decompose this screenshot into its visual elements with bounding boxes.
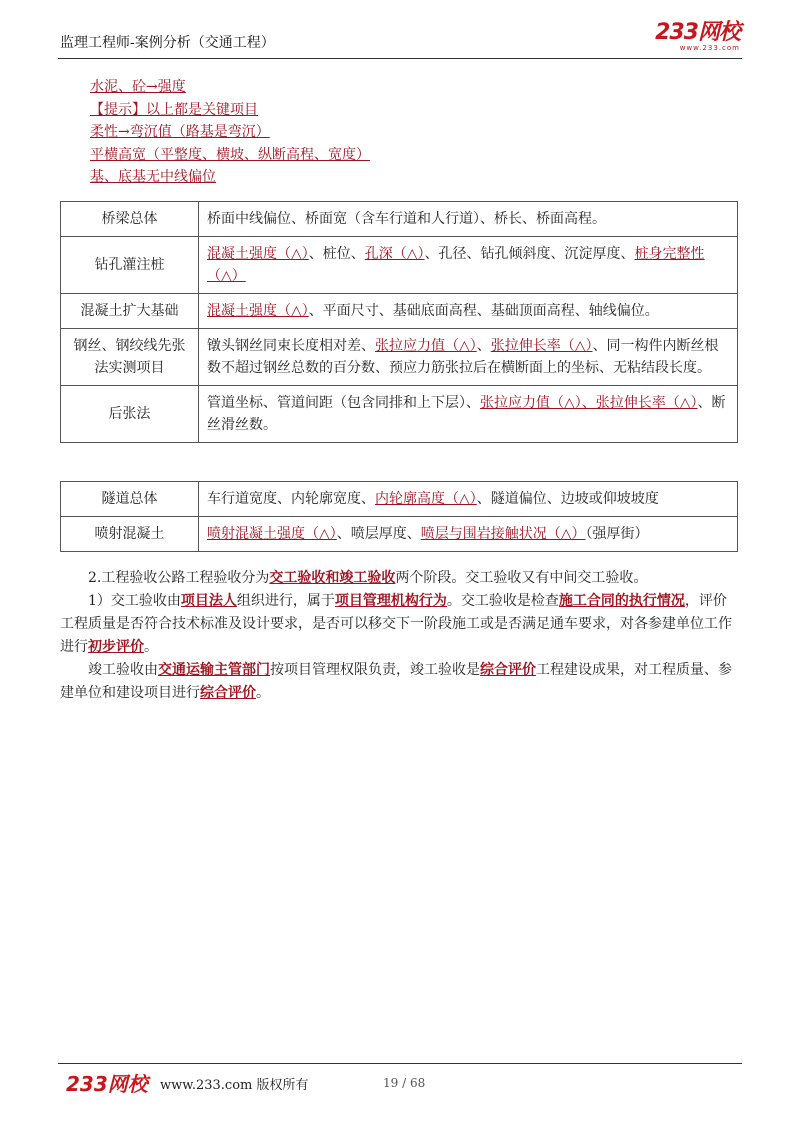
text-segment: 桥面中线偏位、桥面宽（含车行道和人行道）、桥长、桥面高程。 bbox=[207, 211, 606, 227]
row-items bbox=[199, 386, 738, 443]
text-segment: 、同一构件内断丝根数不超过钢丝总数的百分数、预应力筋张拉后在横断面上的坐标、无粘结段长度。 bbox=[207, 338, 719, 376]
key-term: 内轮廓高度（△） bbox=[375, 491, 477, 507]
key-term: 施工合同的执行情况 bbox=[558, 593, 685, 609]
row-items bbox=[199, 482, 738, 517]
text-segment: 2.工程验收公路工程验收分为 bbox=[88, 570, 270, 586]
key-term: 张拉应力值（△） bbox=[375, 338, 477, 354]
text-segment: 、孔径、钻孔倾斜度、沉淀厚度、 bbox=[424, 246, 635, 262]
bridge-inspection-table bbox=[60, 201, 738, 443]
text-segment: 竣工验收由 bbox=[88, 662, 158, 678]
key-term: 交通运输主管部门 bbox=[158, 662, 270, 678]
row-items bbox=[199, 237, 738, 294]
page-number: 19 / 68 bbox=[383, 1076, 426, 1090]
text-segment: 。 bbox=[256, 685, 270, 701]
text-segment: 管道坐标、管道间距（包含同排和上下层）、 bbox=[207, 395, 480, 411]
table-row bbox=[61, 237, 738, 294]
row-items bbox=[199, 294, 738, 329]
table-row bbox=[61, 329, 738, 386]
key-term: 初步评价 bbox=[88, 639, 144, 655]
table-row bbox=[61, 202, 738, 237]
text-segment: 。交工验收是检查 bbox=[446, 593, 559, 609]
row-label: 喷射混凝土 bbox=[61, 517, 199, 552]
key-term: 综合评价 bbox=[200, 685, 256, 701]
note-item: 柔性→弯沉值（路基是弯沉） bbox=[90, 124, 270, 140]
row-label: 隧道总体 bbox=[61, 482, 199, 517]
key-term: 张拉应力值（△）、张拉伸长率（△） bbox=[480, 395, 698, 411]
header-title: 监理工程师-案例分析（交通工程） bbox=[60, 35, 275, 51]
key-term: 混凝土强度（△） bbox=[207, 246, 309, 262]
text-segment: 镦头钢丝同束长度相对差、 bbox=[207, 338, 375, 354]
key-term: 喷射混凝土强度（△） bbox=[207, 526, 337, 542]
key-term: 综合评价 bbox=[480, 662, 536, 678]
footer-copyright: www.233.com 版权所有 bbox=[160, 1078, 309, 1093]
note-item: 基、底基无中线偏位 bbox=[90, 169, 216, 185]
key-term: 项目法人 bbox=[180, 593, 237, 609]
paragraph-handover-acceptance bbox=[60, 590, 740, 659]
text-segment: （强厚街） bbox=[585, 526, 649, 542]
footer-logo[interactable]: 233网校 bbox=[66, 1072, 148, 1096]
tunnel-inspection-table bbox=[60, 481, 738, 552]
text-segment: 组织进行，属于 bbox=[236, 593, 335, 609]
logo-text: 233网校 bbox=[655, 20, 740, 45]
row-items bbox=[199, 517, 738, 552]
logo[interactable] bbox=[655, 22, 740, 52]
key-term: 张拉伸长率（△） bbox=[490, 338, 593, 354]
row-label: 桥梁总体 bbox=[61, 202, 199, 237]
text-segment: 、断丝滑丝数。 bbox=[207, 395, 726, 433]
key-term: 项目管理机构行为 bbox=[334, 593, 447, 609]
key-term: 混凝土强度（△） bbox=[207, 303, 309, 319]
text-segment: 、隧道偏位、边坡或仰坡坡度 bbox=[476, 491, 659, 507]
key-term: 交工验收和竣工验收 bbox=[269, 570, 396, 586]
text-segment: 、桩位、 bbox=[308, 246, 365, 262]
key-term: 喷层与围岩接触状况（△） bbox=[420, 526, 586, 542]
text-segment: 、喷层厚度、 bbox=[336, 526, 421, 542]
table-row bbox=[61, 294, 738, 329]
header-divider bbox=[58, 58, 742, 59]
note-item: 【提示】以上都是关键项目 bbox=[90, 101, 258, 118]
key-term: 桩身完整性（△） bbox=[207, 246, 705, 284]
text-segment: 、 bbox=[476, 338, 491, 354]
table-row bbox=[61, 482, 738, 517]
row-label: 钻孔灌注桩 bbox=[61, 237, 199, 294]
paragraph-completion-acceptance bbox=[60, 659, 740, 705]
footer-divider bbox=[58, 1063, 742, 1064]
text-segment: 按项目管理权限负责，竣工验收是 bbox=[270, 662, 480, 678]
text-segment: 。 bbox=[144, 639, 158, 655]
notes-list bbox=[90, 76, 370, 189]
row-items bbox=[199, 329, 738, 386]
key-term: 孔深（△） bbox=[364, 246, 425, 262]
row-label: 钢丝、钢绞线先张法实测项目 bbox=[61, 329, 199, 386]
text-segment: 两个阶段。交工验收又有中间交工验收。 bbox=[395, 570, 648, 586]
table-row bbox=[61, 386, 738, 443]
row-label: 后张法 bbox=[61, 386, 199, 443]
text-segment: 工程建设成果，对工程质量、参建单位和建设项目进行 bbox=[60, 662, 732, 701]
paragraph-acceptance-stages bbox=[60, 567, 740, 590]
table-row bbox=[61, 517, 738, 552]
text-segment: ，评价工程质量是否符合技术标准及设计要求，是否可以移交下一阶段施工或是否满足通车要求，对各参建单位工作进行 bbox=[60, 593, 732, 655]
text-segment: 、平面尺寸、基础底面高程、基础顶面高程、轴线偏位。 bbox=[308, 303, 659, 319]
logo-url: www.233.com bbox=[679, 44, 740, 52]
note-item: 平横高宽（平整度、横坡、纵断高程、宽度） bbox=[90, 146, 370, 163]
row-items bbox=[199, 202, 738, 237]
text-segment: 1）交工验收由 bbox=[88, 593, 181, 609]
row-label: 混凝土扩大基础 bbox=[61, 294, 199, 329]
text-segment: 车行道宽度、内轮廓宽度、 bbox=[207, 491, 375, 507]
note-item: 水泥、砼→强度 bbox=[90, 79, 186, 95]
